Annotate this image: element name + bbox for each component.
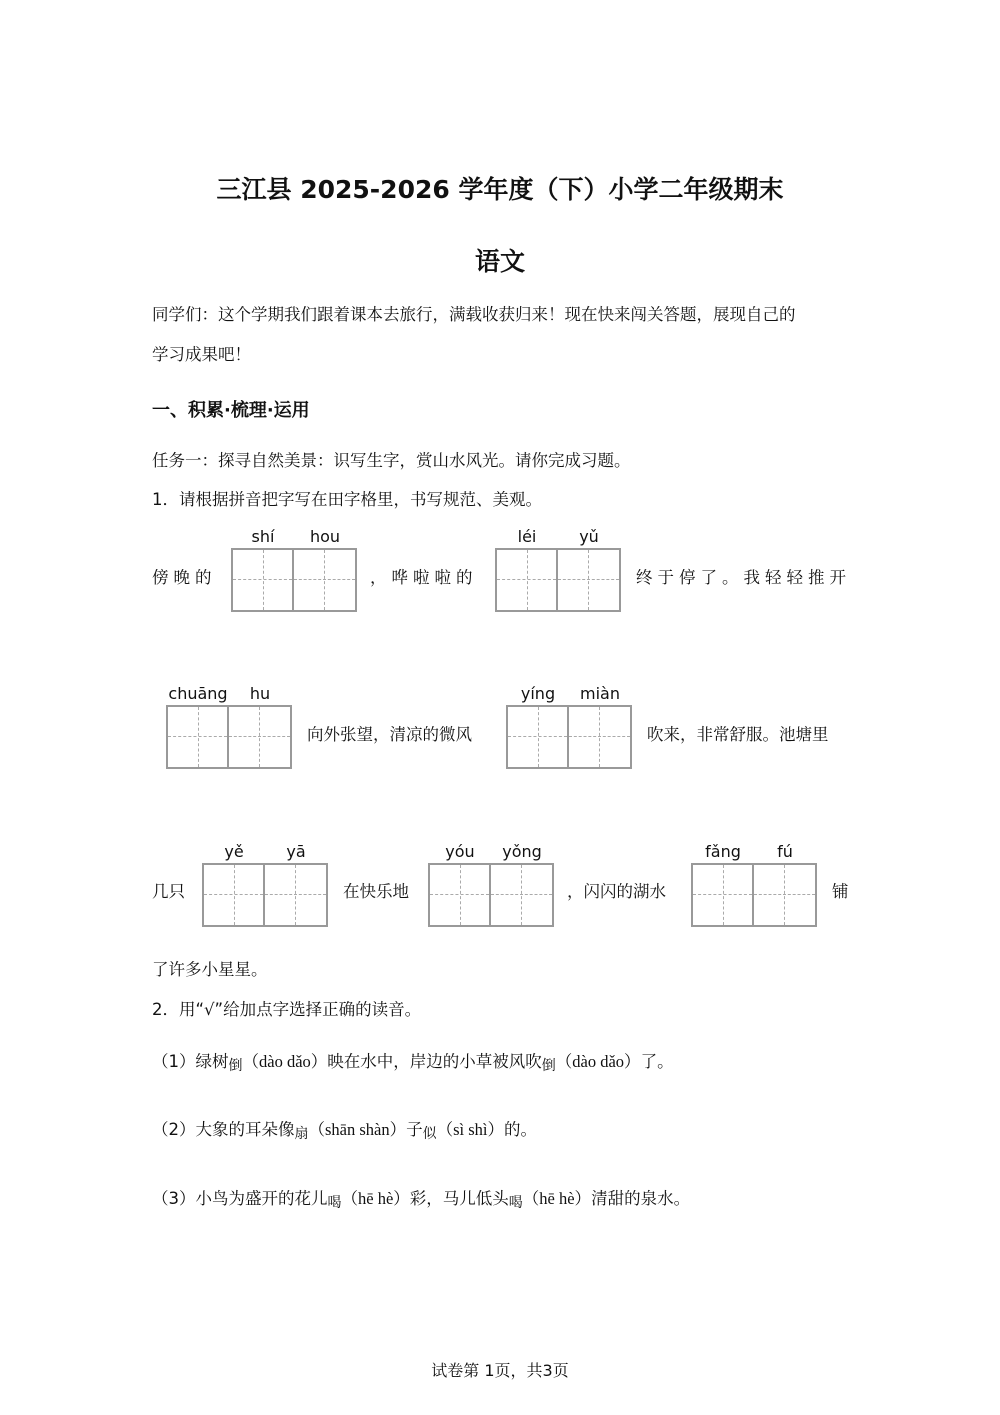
sentence-fragment: 在快乐地 (343, 882, 409, 901)
pinyin-options[interactable]: （shān shàn） (308, 1120, 407, 1139)
pinyin-label: yǒng (502, 842, 542, 861)
subject-title: 语文 (474, 247, 525, 276)
dotted-char: 喝 (508, 1195, 523, 1211)
question-1-stem: 1．请根据拼音把字写在田字格里，书写规范、美观。 (152, 490, 542, 509)
reading-item (152, 1189, 690, 1210)
tianzige-grid[interactable] (691, 863, 817, 927)
task-one: 任务一：探寻自然美景：识写生字，赏山水风光。请你完成习题。 (152, 451, 631, 470)
item-text: 绿树 (195, 1052, 229, 1071)
pinyin-label: shí (251, 527, 275, 546)
page-footer: 试卷第 1页，共3页 (431, 1361, 569, 1380)
pinyin-label: hu (249, 684, 271, 703)
sentence-fragment: ，闪闪的湖水 (567, 882, 666, 901)
pinyin-label: chuāng (168, 684, 228, 703)
pinyin-options[interactable]: （sì shì） (436, 1120, 505, 1139)
pinyin-options[interactable]: （hē hè） (522, 1189, 592, 1208)
item-number: （1） (152, 1052, 196, 1071)
dotted-char: 倒 (541, 1058, 556, 1074)
intro-line-2: 学习成果吧！ (152, 345, 251, 364)
pinyin-options[interactable]: （hē hè） (341, 1189, 410, 1208)
pinyin-label: yóu (445, 842, 475, 861)
reading-item (152, 1052, 674, 1073)
item-text: 小鸟为盛开的花儿 (195, 1189, 328, 1208)
item-text: 清甜的泉水。 (591, 1189, 691, 1208)
tianzige-grid[interactable] (202, 863, 328, 927)
item-text: 映在水中，岸边的小草被风吹 (327, 1052, 542, 1071)
tianzige-grid[interactable] (428, 863, 554, 927)
sentence-fragment: 向外张望，清凉的微风 (307, 725, 472, 744)
section-heading: 一、积累·梳理·运用 (152, 400, 310, 421)
tianzige-grid[interactable] (166, 705, 292, 769)
pinyin-label: miàn (580, 684, 620, 703)
item-number: （2） (152, 1120, 196, 1139)
tianzige-grid[interactable] (495, 548, 621, 612)
pinyin-label: yíng (520, 684, 556, 703)
pinyin-label: léi (517, 527, 537, 546)
item-text: 的。 (504, 1120, 538, 1139)
item-number: （3） (152, 1189, 196, 1208)
pinyin-options[interactable]: （dào dǎo） (242, 1052, 328, 1071)
item-text: 子 (406, 1120, 423, 1139)
pinyin-label: hou (309, 527, 341, 546)
pinyin-label: fǎng (705, 842, 741, 861)
intro-line-1: 同学们：这个学期我们跟着课本去旅行，满载收获归来！现在快来闯关答题，展现自己的 (152, 305, 796, 324)
pinyin-label: yā (286, 842, 306, 861)
pinyin-options[interactable]: （dào dǎo） (555, 1052, 641, 1071)
exam-title: 三江县 2025-2026 学年度（下）小学二年级期末 (216, 175, 784, 204)
dotted-char: 扇 (294, 1126, 309, 1142)
tianzige-grid[interactable] (231, 548, 357, 612)
sentence-fragment: 铺 (832, 882, 849, 901)
item-text: 了。 (640, 1052, 674, 1071)
sentence-fragment: 傍晚的 (152, 568, 217, 587)
item-text: 大象的耳朵像 (195, 1120, 295, 1139)
sentence-fragment: 吹来，非常舒服。池塘里 (647, 725, 829, 744)
sentence-fragment: 几只 (152, 882, 185, 901)
pinyin-label: fú (777, 842, 793, 861)
sentence-tail: 了许多小星星。 (152, 960, 268, 979)
pinyin-label: yě (224, 842, 244, 861)
question-2-stem: 2．用“√”给加点字选择正确的读音。 (152, 1000, 422, 1019)
tianzige-grid[interactable] (506, 705, 632, 769)
dotted-char: 倒 (228, 1058, 243, 1074)
sentence-fragment: 终于停了。我轻轻推开 (636, 568, 851, 587)
sentence-fragment: ，哗啦啦的 (370, 568, 478, 587)
dotted-char: 似 (422, 1126, 437, 1142)
dotted-char: 喝 (327, 1195, 342, 1211)
reading-item (152, 1120, 537, 1141)
pinyin-label: yǔ (579, 527, 599, 546)
item-text: 彩，马儿低头 (409, 1189, 509, 1208)
